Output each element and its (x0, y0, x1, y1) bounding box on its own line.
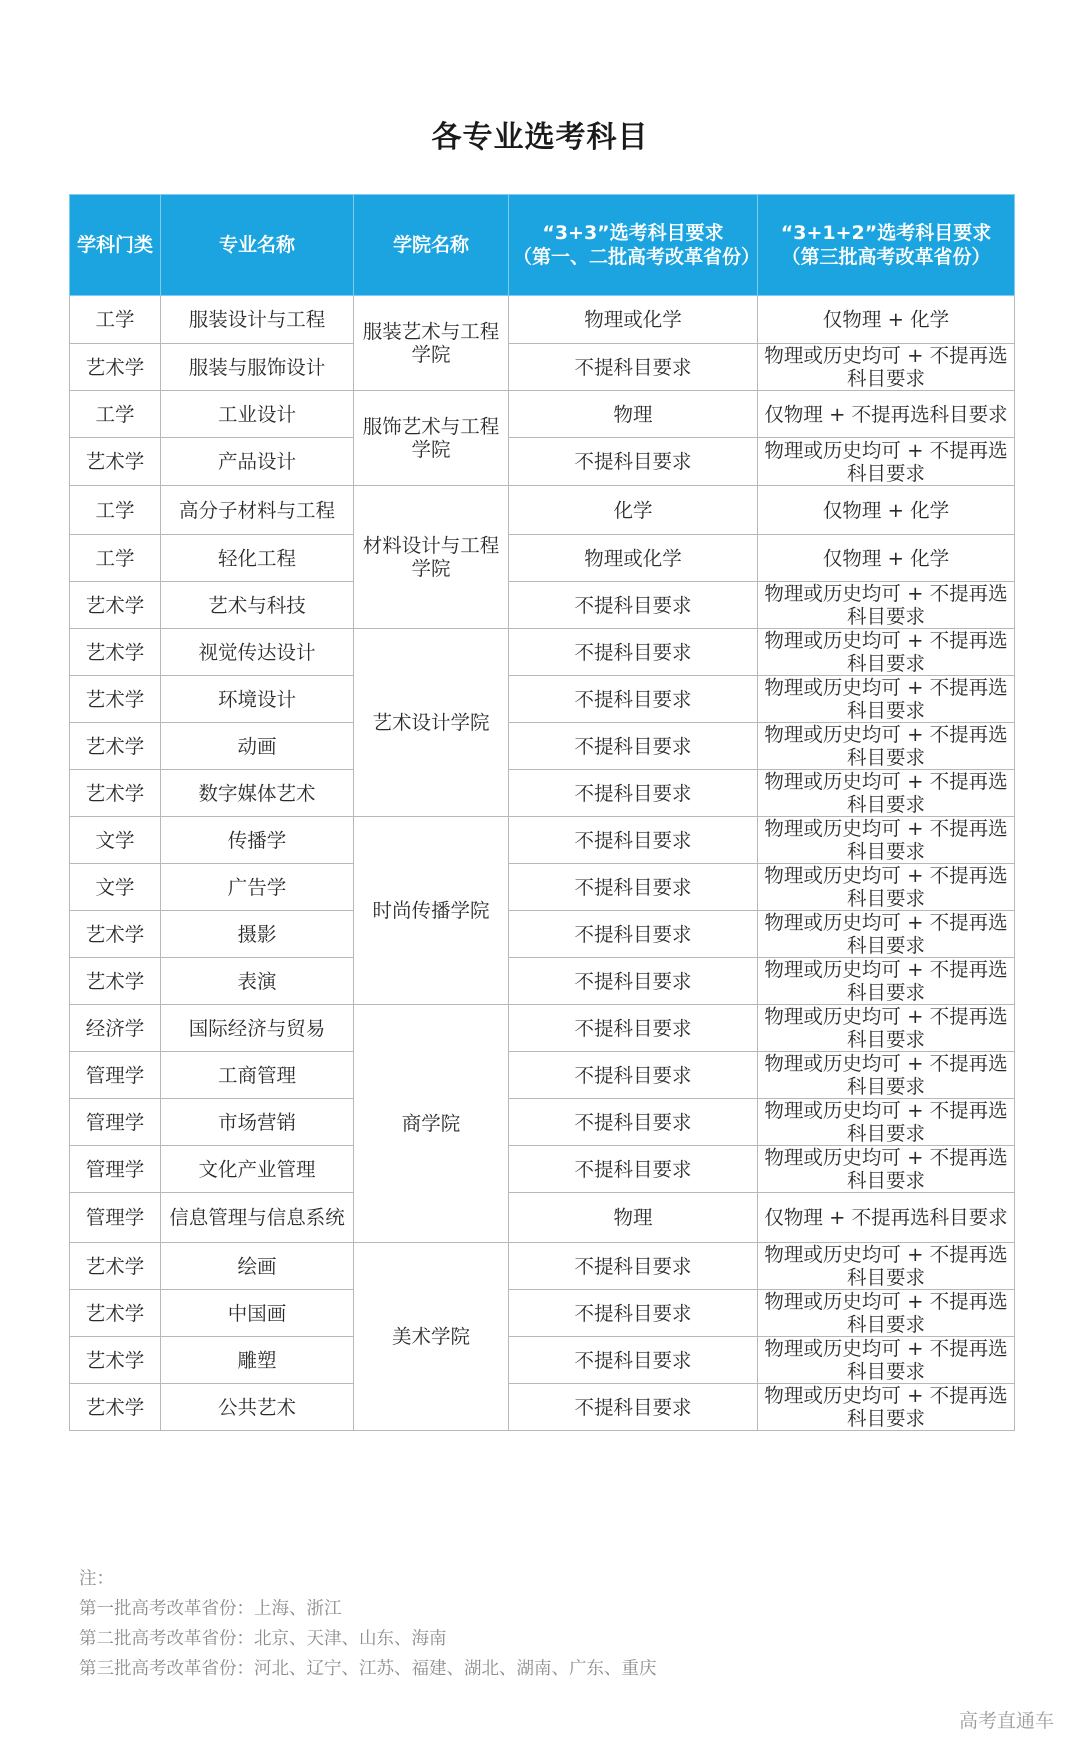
requirement-3-3-cell: 不提科目要求 (509, 911, 758, 958)
table-row (70, 676, 1015, 723)
category-cell: 艺术学 (70, 1384, 161, 1431)
table-row (70, 344, 1015, 391)
table-row (70, 770, 1015, 817)
category-cell: 艺术学 (70, 958, 161, 1005)
major-cell: 环境设计 (161, 676, 354, 723)
major-cell: 表演 (161, 958, 354, 1005)
requirement-3-3-cell: 不提科目要求 (509, 770, 758, 817)
table-row (70, 1052, 1015, 1099)
requirement-3-3-cell: 不提科目要求 (509, 1099, 758, 1146)
requirement-3-1-2-cell: 仅物理 + 不提再选科目要求 (758, 391, 1015, 438)
table-body (70, 296, 1015, 1431)
requirement-3-3-cell: 不提科目要求 (509, 676, 758, 723)
requirement-3-3-cell: 不提科目要求 (509, 864, 758, 911)
major-cell: 传播学 (161, 817, 354, 864)
table-row (70, 1005, 1015, 1052)
requirement-3-1-2-cell: 仅物理 + 化学 (758, 296, 1015, 344)
table-row (70, 535, 1015, 582)
category-cell: 艺术学 (70, 723, 161, 770)
header-category: 学科门类 (70, 195, 161, 296)
requirement-3-3-cell: 物理 (509, 1193, 758, 1243)
requirement-3-3-cell: 不提科目要求 (509, 1384, 758, 1431)
requirement-3-3-cell: 不提科目要求 (509, 1146, 758, 1193)
major-cell: 产品设计 (161, 438, 354, 486)
table-row (70, 1099, 1015, 1146)
requirement-3-1-2-cell: 物理或历史均可 + 不提再选科目要求 (758, 911, 1015, 958)
requirement-3-1-2-cell: 物理或历史均可 + 不提再选科目要求 (758, 344, 1015, 391)
major-cell: 中国画 (161, 1290, 354, 1337)
category-cell: 工学 (70, 486, 161, 535)
category-cell: 艺术学 (70, 911, 161, 958)
category-cell: 艺术学 (70, 1337, 161, 1384)
major-cell: 文化产业管理 (161, 1146, 354, 1193)
table-row (70, 864, 1015, 911)
major-cell: 雕塑 (161, 1337, 354, 1384)
requirement-3-1-2-cell: 物理或历史均可 + 不提再选科目要求 (758, 864, 1015, 911)
major-cell: 服装与服饰设计 (161, 344, 354, 391)
category-cell: 艺术学 (70, 676, 161, 723)
major-cell: 市场营销 (161, 1099, 354, 1146)
requirement-3-3-cell: 不提科目要求 (509, 1052, 758, 1099)
category-cell: 艺术学 (70, 629, 161, 676)
header-requirement-3-1-2: “3+1+2”选考科目要求 （第三批高考改革省份） (758, 195, 1015, 296)
requirement-3-1-2-cell: 物理或历史均可 + 不提再选科目要求 (758, 723, 1015, 770)
category-cell: 文学 (70, 864, 161, 911)
major-cell: 工商管理 (161, 1052, 354, 1099)
requirement-3-1-2-cell: 物理或历史均可 + 不提再选科目要求 (758, 629, 1015, 676)
category-cell: 艺术学 (70, 1243, 161, 1290)
header-major: 专业名称 (161, 195, 354, 296)
college-cell: 服装艺术与工程学院 (354, 296, 509, 391)
requirement-3-3-cell: 不提科目要求 (509, 1290, 758, 1337)
major-cell: 轻化工程 (161, 535, 354, 582)
requirement-3-1-2-cell: 物理或历史均可 + 不提再选科目要求 (758, 770, 1015, 817)
category-cell: 艺术学 (70, 1290, 161, 1337)
major-cell: 广告学 (161, 864, 354, 911)
college-cell: 美术学院 (354, 1243, 509, 1431)
header-college: 学院名称 (354, 195, 509, 296)
major-cell: 工业设计 (161, 391, 354, 438)
category-cell: 艺术学 (70, 438, 161, 486)
category-cell: 艺术学 (70, 582, 161, 629)
major-cell: 艺术与科技 (161, 582, 354, 629)
table-row (70, 1384, 1015, 1431)
requirement-3-1-2-cell: 物理或历史均可 + 不提再选科目要求 (758, 582, 1015, 629)
requirement-3-3-cell: 不提科目要求 (509, 438, 758, 486)
requirement-3-3-cell: 不提科目要求 (509, 958, 758, 1005)
college-cell: 艺术设计学院 (354, 629, 509, 817)
major-cell: 动画 (161, 723, 354, 770)
requirement-3-3-cell: 不提科目要求 (509, 817, 758, 864)
category-cell: 工学 (70, 535, 161, 582)
table-row (70, 582, 1015, 629)
requirement-3-1-2-cell: 物理或历史均可 + 不提再选科目要求 (758, 1384, 1015, 1431)
requirement-3-1-2-cell: 物理或历史均可 + 不提再选科目要求 (758, 817, 1015, 864)
category-cell: 工学 (70, 391, 161, 438)
note-heading: 注： (79, 1569, 114, 1589)
requirement-3-1-2-cell: 物理或历史均可 + 不提再选科目要求 (758, 1052, 1015, 1099)
major-cell: 绘画 (161, 1243, 354, 1290)
requirement-3-1-2-cell: 物理或历史均可 + 不提再选科目要求 (758, 1337, 1015, 1384)
requirement-3-1-2-cell: 物理或历史均可 + 不提再选科目要求 (758, 676, 1015, 723)
page-title: 各专业选考科目 (431, 120, 649, 155)
major-cell: 服装设计与工程 (161, 296, 354, 344)
major-cell: 数字媒体艺术 (161, 770, 354, 817)
table-row (70, 1146, 1015, 1193)
requirement-3-1-2-cell: 物理或历史均可 + 不提再选科目要求 (758, 1005, 1015, 1052)
category-cell: 经济学 (70, 1005, 161, 1052)
table-row (70, 486, 1015, 535)
requirement-3-3-cell: 物理 (509, 391, 758, 438)
note-line: 第一批高考改革省份：上海、浙江 (79, 1599, 342, 1619)
major-cell: 国际经济与贸易 (161, 1005, 354, 1052)
requirement-3-3-cell: 不提科目要求 (509, 629, 758, 676)
college-cell: 时尚传播学院 (354, 817, 509, 1005)
requirement-3-3-cell: 物理或化学 (509, 296, 758, 344)
major-cell: 信息管理与信息系统 (161, 1193, 354, 1243)
category-cell: 管理学 (70, 1099, 161, 1146)
table-row (70, 911, 1015, 958)
college-cell: 材料设计与工程学院 (354, 486, 509, 629)
subject-requirements-table (69, 194, 1015, 1431)
requirement-3-3-cell: 不提科目要求 (509, 582, 758, 629)
college-cell: 商学院 (354, 1005, 509, 1243)
requirement-3-1-2-cell: 物理或历史均可 + 不提再选科目要求 (758, 958, 1015, 1005)
category-cell: 管理学 (70, 1146, 161, 1193)
requirement-3-1-2-cell: 物理或历史均可 + 不提再选科目要求 (758, 1243, 1015, 1290)
requirement-3-3-cell: 不提科目要求 (509, 1005, 758, 1052)
note-line: 第二批高考改革省份：北京、天津、山东、海南 (79, 1629, 447, 1649)
college-cell: 服饰艺术与工程学院 (354, 391, 509, 486)
watermark: 高考直通车 (958, 1710, 1054, 1732)
requirement-3-3-cell: 不提科目要求 (509, 1243, 758, 1290)
major-cell: 摄影 (161, 911, 354, 958)
requirement-3-1-2-cell: 物理或历史均可 + 不提再选科目要求 (758, 438, 1015, 486)
table-row (70, 817, 1015, 864)
table-row (70, 1243, 1015, 1290)
category-cell: 艺术学 (70, 344, 161, 391)
category-cell: 艺术学 (70, 770, 161, 817)
requirement-3-1-2-cell: 仅物理 + 化学 (758, 486, 1015, 535)
note-line: 第三批高考改革省份：河北、辽宁、江苏、福建、湖北、湖南、广东、重庆 (79, 1659, 657, 1679)
requirement-3-3-cell: 化学 (509, 486, 758, 535)
footnote (79, 1564, 657, 1684)
category-cell: 管理学 (70, 1193, 161, 1243)
table-row (70, 1193, 1015, 1243)
table-row (70, 1290, 1015, 1337)
category-cell: 文学 (70, 817, 161, 864)
table-row (70, 296, 1015, 344)
table-row (70, 629, 1015, 676)
major-cell: 视觉传达设计 (161, 629, 354, 676)
requirement-3-3-cell: 不提科目要求 (509, 1337, 758, 1384)
table-header-row (70, 195, 1015, 296)
requirement-3-3-cell: 不提科目要求 (509, 344, 758, 391)
category-cell: 管理学 (70, 1052, 161, 1099)
table-row (70, 723, 1015, 770)
table-row (70, 958, 1015, 1005)
requirement-3-1-2-cell: 仅物理 + 化学 (758, 535, 1015, 582)
table-row (70, 391, 1015, 438)
requirement-3-1-2-cell: 物理或历史均可 + 不提再选科目要求 (758, 1146, 1015, 1193)
major-cell: 公共艺术 (161, 1384, 354, 1431)
header-requirement-3-3: “3+3”选考科目要求 （第一、二批高考改革省份） (509, 195, 758, 296)
requirement-3-3-cell: 物理或化学 (509, 535, 758, 582)
requirement-3-3-cell: 不提科目要求 (509, 723, 758, 770)
requirement-3-1-2-cell: 物理或历史均可 + 不提再选科目要求 (758, 1099, 1015, 1146)
category-cell: 工学 (70, 296, 161, 344)
requirement-3-1-2-cell: 物理或历史均可 + 不提再选科目要求 (758, 1290, 1015, 1337)
major-cell: 高分子材料与工程 (161, 486, 354, 535)
requirement-3-1-2-cell: 仅物理 + 不提再选科目要求 (758, 1193, 1015, 1243)
table-row (70, 438, 1015, 486)
table-row (70, 1337, 1015, 1384)
